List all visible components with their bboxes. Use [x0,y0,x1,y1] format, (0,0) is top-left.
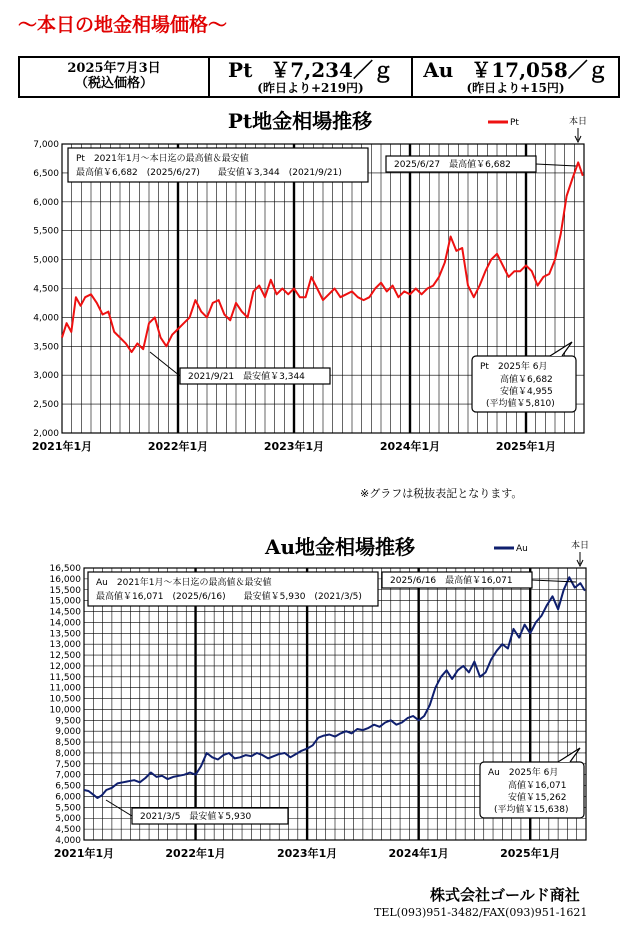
max-min-box-title: Au 2021年1月～本日迄の最高値＆最安値 [96,578,272,588]
month-summary-high: 高値￥6,682 [500,375,553,385]
y-tick-label: 10,500 [49,694,81,705]
y-tick-label: 7,000 [55,770,81,781]
date-cell [20,58,210,96]
y-tick-label: 4,500 [55,825,81,836]
pt-price-cell [210,58,413,96]
y-tick-label: 9,500 [55,716,81,727]
low-label: 2021/3/5 最安値￥5,930 [140,812,252,822]
x-tick-label: 2022年1月 [147,440,209,453]
month-summary-avg: (平均値￥5,810) [486,399,555,409]
y-tick-label: 10,000 [49,705,81,716]
au-price: ￥17,058／ｇ [471,57,608,82]
x-tick-label: 2023年1月 [276,847,338,860]
y-tick-label: 7,000 [33,140,59,150]
au-chart [0,528,644,872]
today-label: 本日 [570,541,590,551]
y-tick-label: 7,500 [55,759,81,770]
x-tick-label: 2021年1月 [31,440,93,453]
price-table [18,56,620,98]
pt-chart [0,104,644,464]
au-symbol: Au [423,57,454,82]
today-label: 本日 [568,117,588,127]
month-summary-high: 高値￥16,071 [508,781,567,791]
y-tick-label: 13,500 [49,629,81,640]
price-date: 2025年7月3日 [67,61,161,77]
y-tick-label: 5,500 [55,803,81,814]
y-tick-label: 16,500 [49,564,81,574]
y-tick-label: 5,000 [55,814,81,825]
x-tick-label: 2024年1月 [388,847,449,860]
legend-label: Au [516,544,528,554]
y-tick-label: 4,500 [33,284,59,295]
company-name: 株式会社ゴールド商社 [430,886,580,904]
x-tick-label: 2022年1月 [165,847,226,860]
y-tick-label: 6,000 [55,792,81,803]
company-contact: TEL(093)951-3482/FAX(093)951-1621 [374,906,588,919]
y-tick-label: 8,500 [55,738,81,749]
y-tick-label: 15,000 [49,596,81,607]
y-tick-label: 5,000 [33,255,59,266]
y-tick-label: 2,000 [33,429,59,439]
chart-title: Pt地金相場推移 [227,109,373,133]
x-tick-label: 2025年1月 [500,847,561,860]
y-tick-label: 9,000 [55,727,81,738]
y-tick-label: 12,000 [49,661,81,672]
month-summary-low: 安値￥4,955 [500,387,553,397]
y-tick-label: 6,500 [33,168,59,179]
y-tick-label: 6,000 [33,197,59,208]
y-tick-label: 3,000 [33,371,59,382]
au-price-cell [413,58,618,96]
x-tick-label: 2023年1月 [263,440,325,453]
y-tick-label: 6,500 [55,781,81,792]
max-min-box-values: 最高値￥16,071 (2025/6/16) 最安値￥5,930 (2021/3/5) [96,592,362,602]
y-tick-label: 16,000 [49,574,81,585]
pt-symbol: Pt [228,57,253,82]
y-tick-label: 2,500 [33,400,59,411]
x-tick-label: 2021年1月 [53,847,115,860]
month-summary-avg: (平均値￥15,638) [494,805,569,815]
y-tick-label: 11,500 [49,672,81,683]
y-tick-label: 13,000 [49,640,81,651]
y-tick-label: 12,500 [49,651,81,662]
y-tick-label: 11,000 [49,683,81,694]
x-tick-label: 2024年1月 [379,440,441,453]
pt-change: (昨日より+219円) [257,80,364,95]
y-tick-label: 14,000 [49,618,81,629]
y-tick-label: 14,500 [49,607,81,618]
high-label: 2025/6/16 最高値￥16,071 [390,576,513,586]
month-summary-title: Au 2025年 6月 [488,768,559,778]
max-min-box-title: Pt 2021年1月～本日迄の最高値＆最安値 [76,154,249,164]
legend-label: Pt [510,118,519,128]
y-tick-label: 4,000 [55,836,81,846]
page-title: ～本日の地金相場価格～ [18,14,228,36]
low-label: 2021/9/21 最安値￥3,344 [188,372,305,382]
max-min-box-values: 最高値￥6,682 (2025/6/27) 最安値￥3,344 (2021/9/21) [76,168,342,178]
pt-price: ￥7,234／ｇ [270,57,393,82]
y-tick-label: 15,500 [49,585,81,596]
month-summary-low: 安値￥15,262 [508,793,567,803]
y-tick-label: 4,000 [33,313,59,324]
chart-title: Au地金相場推移 [264,535,416,559]
tax-note: （税込価格） [74,76,153,91]
au-change: (昨日より+15円) [466,80,565,95]
y-tick-label: 5,500 [33,226,59,237]
x-tick-label: 2025年1月 [495,440,557,453]
y-tick-label: 3,500 [33,342,59,353]
month-summary-title: Pt 2025年 6月 [480,362,548,372]
y-tick-label: 8,000 [55,748,81,759]
tax-note-footnote: ※グラフは税抜表記となります。 [360,487,523,500]
high-label: 2025/6/27 最高値￥6,682 [394,160,511,170]
